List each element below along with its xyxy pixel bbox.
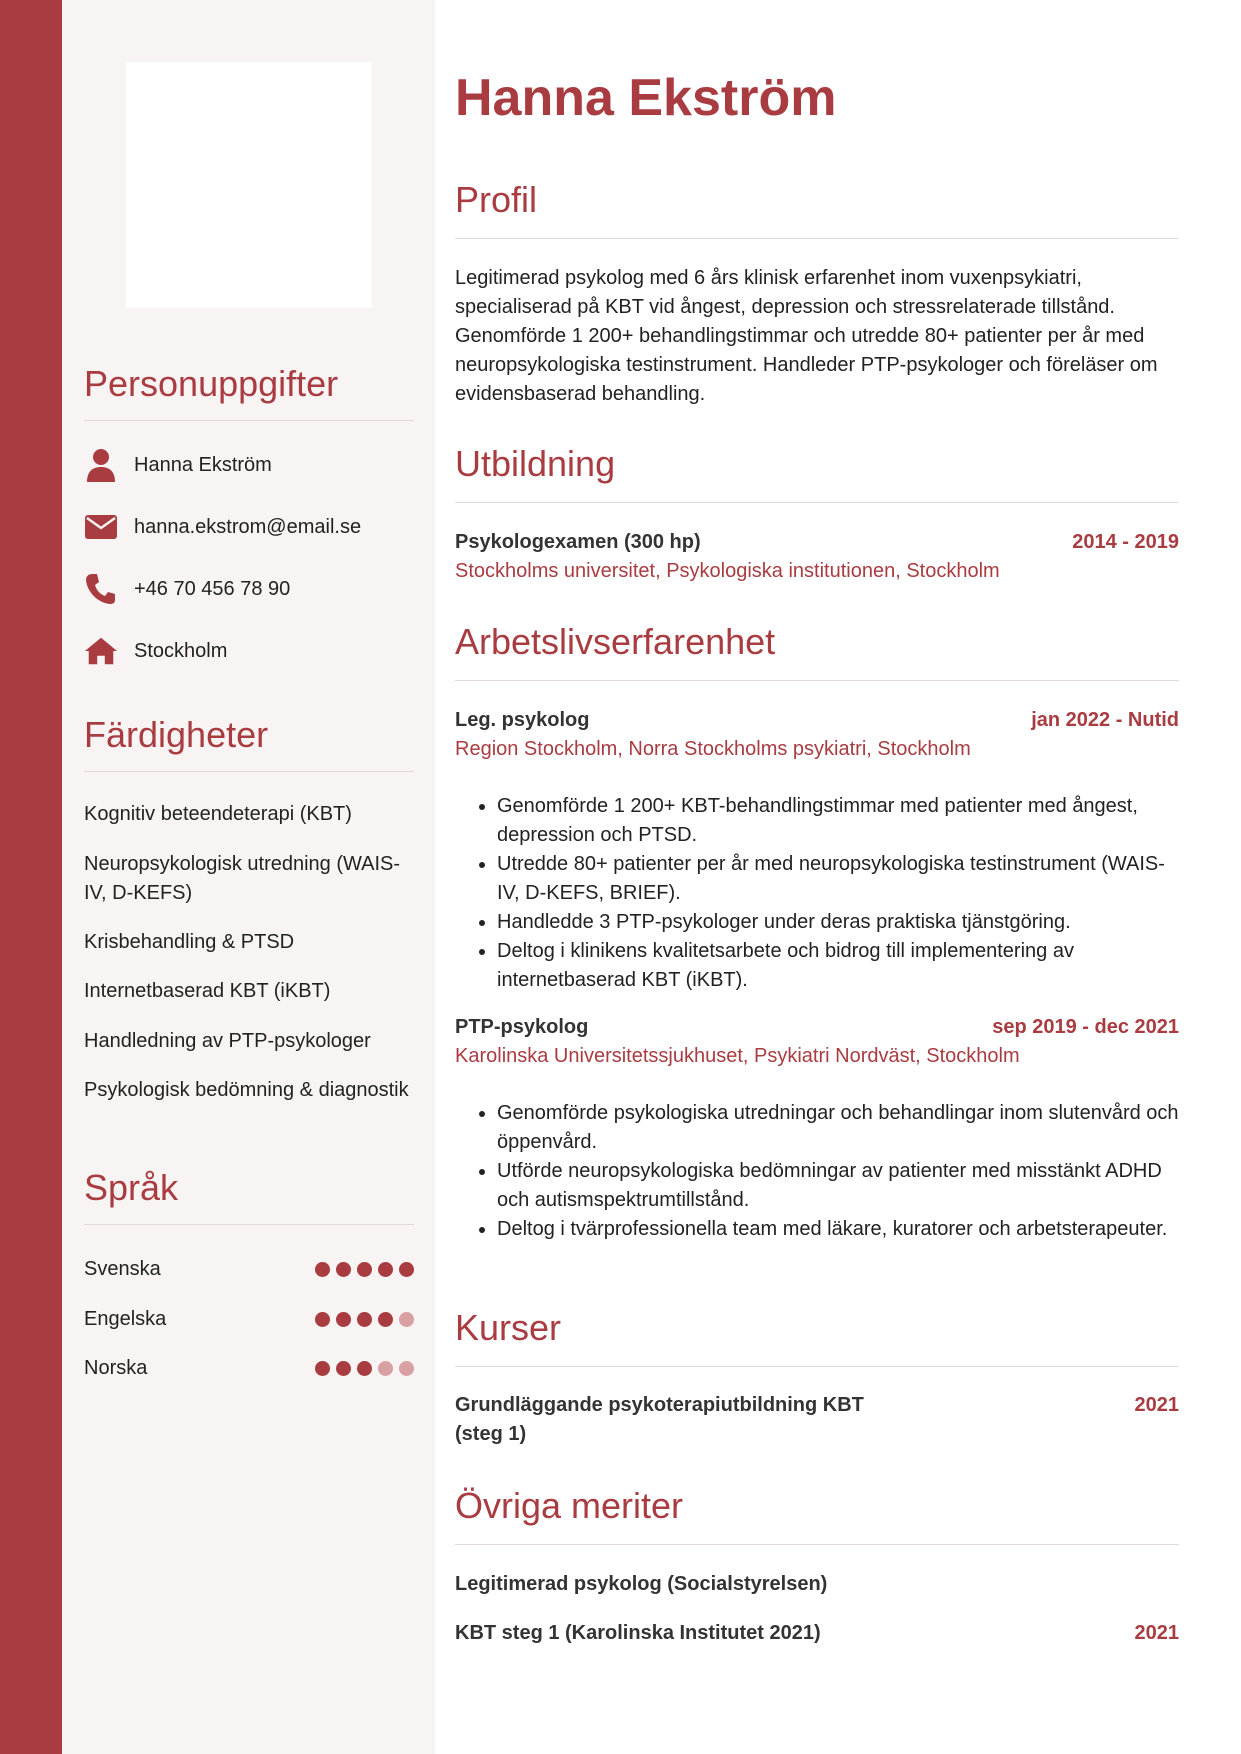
profile-photo (126, 62, 372, 308)
level-dot-filled (336, 1361, 351, 1376)
education-section (455, 442, 1179, 503)
languages-title: Språk (84, 1167, 179, 1208)
person-icon (84, 448, 118, 482)
contact-email[interactable]: hanna.ekstrom@email.se (84, 507, 361, 547)
level-dot-empty (399, 1361, 414, 1376)
personal-info-title: Personuppgifter (84, 363, 339, 404)
skill-item: Krisbehandling & PTSD (84, 931, 295, 953)
list-item: • Handledde 3 PTP-psykologer under deras praktiska tjänstgöring. (497, 908, 1179, 937)
level-dot-filled (357, 1312, 372, 1327)
skill-item: Psykologisk bedömning & diagnostik (84, 1079, 409, 1101)
divider (84, 1224, 414, 1225)
level-dot-filled (378, 1262, 393, 1277)
course-entry (455, 1391, 1179, 1449)
merit-name: Legitimerad psykolog (Socialstyrelsen) (455, 1573, 828, 1595)
level-dot-filled (357, 1361, 372, 1376)
course-name: Grundläggande psykoterapiutbildning KBT (steg 1) (455, 1394, 864, 1445)
skill-item: Neuropsykologisk utredning (WAIS-IV, D-KEFS) (84, 853, 401, 904)
contact-name: Hanna Ekström (84, 445, 272, 485)
envelope-icon (84, 510, 118, 544)
level-dot-empty (399, 1312, 414, 1327)
merit-year: 2021 (1134, 1622, 1179, 1644)
merit-name: KBT steg 1 (Karolinska Institutet 2021) (455, 1622, 821, 1644)
list-item: • Deltog i klinikens kvalitetsarbete och bidrog till implementering av internetbaserad KBT (iKBT). (497, 937, 1179, 995)
job-role: Leg. psykolog (455, 709, 590, 731)
list-item: • Deltog i tvärprofessionella team med läkare, kuratorer och arbetsterapeuter. (497, 1215, 1179, 1244)
level-dot-filled (315, 1262, 330, 1277)
education-title: Utbildning (455, 443, 616, 484)
language-level (315, 1361, 414, 1376)
list-item: • Genomförde psykologiska utredningar och behandlingar inom slutenvård och öppenvård. (497, 1099, 1179, 1157)
divider (84, 771, 414, 772)
list-item: • Utredde 80+ patienter per år med neuropsykologiska testinstrument (WAIS-IV, D-KEFS, BRIEF). (497, 850, 1179, 908)
job-employer: Region Stockholm, Norra Stockholms psykiatri, Stockholm (455, 738, 971, 760)
level-dot-filled (336, 1312, 351, 1327)
courses-section (455, 1306, 1179, 1367)
skills-section (84, 713, 414, 772)
skills-list (84, 800, 414, 1140)
merit-entry (455, 1619, 1179, 1648)
language-row (84, 1353, 414, 1383)
level-dot-empty (378, 1361, 393, 1376)
education-dates: 2014 - 2019 (1072, 531, 1179, 553)
job-dates: jan 2022 - Nutid (1031, 709, 1179, 731)
contact-city: Stockholm (84, 631, 227, 671)
merits-section (455, 1484, 1179, 1545)
page-title: Hanna Ekström (455, 69, 837, 127)
skill-item: Handledning av PTP-psykologer (84, 1030, 371, 1052)
experience-title: Arbetslivserfarenhet (455, 621, 776, 662)
language-row (84, 1254, 414, 1284)
accent-stripe (0, 0, 62, 1754)
divider (455, 680, 1179, 681)
job-role: PTP-psykolog (455, 1016, 589, 1038)
job-entry-header (455, 706, 1179, 735)
level-dot-filled (315, 1312, 330, 1327)
language-name: Engelska (84, 1307, 167, 1330)
merit-entry (455, 1570, 1179, 1599)
language-level (315, 1312, 414, 1327)
job-entry-header (455, 1013, 1179, 1042)
education-entry-header (455, 528, 1179, 557)
divider (455, 238, 1179, 239)
level-dot-filled (378, 1312, 393, 1327)
language-name: Norska (84, 1356, 148, 1379)
languages-list (84, 1254, 414, 1384)
profile-section (455, 178, 1179, 239)
divider (84, 420, 414, 421)
divider (455, 502, 1179, 503)
job-employer: Karolinska Universitetssjukhuset, Psykiatri Nordväst, Stockholm (455, 1045, 1020, 1067)
divider (455, 1544, 1179, 1545)
contact-list (84, 445, 414, 665)
skill-item: Kognitiv beteendeterapi (KBT) (84, 803, 352, 825)
school: Stockholms universitet, Psykologiska institutionen, Stockholm (455, 560, 1000, 582)
job-bullets (455, 792, 1179, 995)
course-year: 2021 (1134, 1394, 1179, 1416)
languages-section (84, 1166, 414, 1225)
personal-info-section (84, 362, 414, 421)
job-dates: sep 2019 - dec 2021 (992, 1016, 1179, 1038)
level-dot-filled (336, 1262, 351, 1277)
language-level (315, 1262, 414, 1277)
degree: Psykologexamen (300 hp) (455, 531, 701, 553)
contact-phone[interactable]: +46 70 456 78 90 (84, 569, 290, 609)
language-name: Svenska (84, 1257, 161, 1280)
merits-title: Övriga meriter (455, 1485, 684, 1526)
profile-title: Profil (455, 179, 538, 220)
skill-item: Internetbaserad KBT (iKBT) (84, 980, 331, 1002)
home-icon (84, 634, 118, 668)
profile-text: Legitimerad psykolog med 6 års klinisk erfarenhet inom vuxenpsykiatri, specialiserad på KBT vid ångest, depression och stressrelaterade tillstånd. Genomförde 1 200+ behandlingstimmar och utredde 80+ patienter per år med neuropsykologiska testinstrument. Handleder PTP-psykologer och föreläser om evidensbaserad behandling. (455, 267, 1158, 405)
phone-icon (84, 572, 118, 606)
experience-section (455, 620, 1179, 681)
sidebar (62, 0, 435, 1754)
divider (455, 1366, 1179, 1367)
list-item: • Genomförde 1 200+ KBT-behandlingstimmar med patienter med ångest, depression och PTSD. (497, 792, 1179, 850)
courses-title: Kurser (455, 1307, 562, 1348)
level-dot-filled (315, 1361, 330, 1376)
list-item: • Utförde neuropsykologiska bedömningar av patienter med misstänkt ADHD och autismspektrumtillstånd. (497, 1157, 1179, 1215)
job-bullets (455, 1099, 1179, 1244)
language-row (84, 1304, 414, 1334)
skills-title: Färdigheter (84, 714, 269, 755)
level-dot-filled (357, 1262, 372, 1277)
level-dot-filled (399, 1262, 414, 1277)
